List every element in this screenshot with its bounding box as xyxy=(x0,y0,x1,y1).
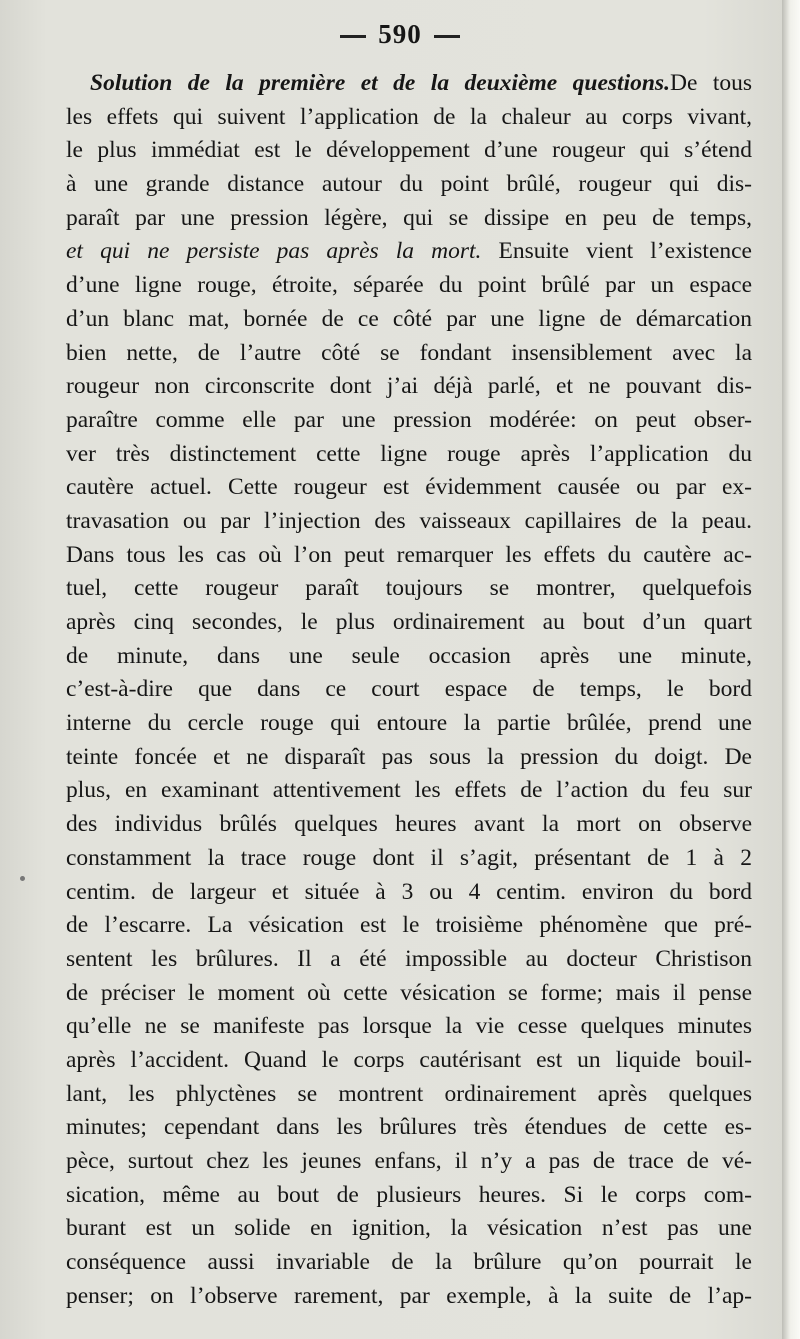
text-segment: pèce, surtout chez les jeunes enfans, il n’y a pas de trace de vé- xyxy=(66,1148,752,1174)
text-segment: penser; on l’observe rarement, par exemple, à la suite de l’ap- xyxy=(66,1282,752,1309)
text-segment: Dans tous les cas où l’on peut remarquer les effets du cautère ac- xyxy=(66,541,752,568)
text-segment: après l’accident. Quand le corps cautérisant est un liquide bouil- xyxy=(66,1046,752,1073)
text-segment: tuel, cette rougeur paraît toujours se montrer, quelquefois xyxy=(66,575,752,602)
text-segment: sentent les brûlures. Il a été impossible au docteur Christison xyxy=(66,945,752,972)
text-segment: ver très distinctement cette ligne rouge après l’application du xyxy=(66,440,752,467)
text-line xyxy=(66,202,752,236)
text-segment: paraître comme elle par une pression modérée: on peut obser- xyxy=(66,406,752,433)
scan-speck xyxy=(20,876,25,881)
text-line xyxy=(66,438,752,472)
text-line xyxy=(66,808,752,842)
body-text xyxy=(66,67,752,1313)
text-line xyxy=(66,168,752,202)
text-segment: bien nette, de l’autre côté se fondant insensiblement avec la xyxy=(66,339,752,366)
text-segment: de l’escarre. La vésication est le troisième phénomène que pré- xyxy=(66,912,752,939)
text-segment: cautère actuel. Cette rougeur est évidemment causée ou par ex- xyxy=(66,474,752,501)
text-line xyxy=(66,876,752,910)
text-segment: à une grande distance autour du point brûlé, rougeur qui dis- xyxy=(66,171,752,198)
text-segment: burant est un solide en ignition, la vésication n’est pas une xyxy=(66,1215,752,1242)
text-line xyxy=(66,67,752,101)
text-segment: Ensuite vient l’existence xyxy=(481,238,752,265)
text-segment: plus, en examinant attentivement les effets de l’action du feu sur xyxy=(66,777,752,804)
text-segment: minutes; cependant dans les brûlures très étendues de cette es- xyxy=(66,1114,752,1141)
text-line xyxy=(66,101,752,135)
text-segment: paraît par une pression légère, qui se dissipe en peu de temps, xyxy=(66,204,752,231)
text-line xyxy=(66,1145,752,1179)
text-line xyxy=(66,640,752,674)
text-line xyxy=(66,572,752,606)
page-edge xyxy=(782,0,800,1339)
text-segment: sication, même au bout de plusieurs heures. Si le corps com- xyxy=(66,1181,752,1208)
text-line xyxy=(66,370,752,404)
text-segment: lant, les phlyctènes se montrent ordinairement après quelques xyxy=(66,1080,752,1107)
dash-left xyxy=(340,35,366,38)
page-number xyxy=(0,14,800,54)
text-segment: teinte foncée et ne disparaît pas sous la pression du doigt. De xyxy=(66,743,752,770)
text-line xyxy=(66,977,752,1011)
text-line xyxy=(66,741,752,775)
text-line xyxy=(66,1044,752,1078)
text-segment: d’une ligne rouge, étroite, séparée du point brûlé par un espace xyxy=(66,272,752,299)
page-number-text: 590 xyxy=(378,19,422,49)
text-segment: rougeur non circonscrite dont j’ai déjà parlé, et ne pouvant dis- xyxy=(66,373,752,400)
text-line xyxy=(66,842,752,876)
text-segment: et qui ne persiste pas après la mort. xyxy=(66,238,482,265)
text-segment: de préciser le moment où cette vésication se forme; mais il pense xyxy=(66,979,752,1006)
text-segment: constamment la trace rouge dont il s’agit, présentant de 1 à 2 xyxy=(66,844,752,871)
text-line xyxy=(66,707,752,741)
text-segment: le plus immédiat est le développement d’une rougeur qui s’étend xyxy=(66,137,752,164)
text-line xyxy=(66,235,752,269)
text-line xyxy=(66,303,752,337)
text-line xyxy=(66,1078,752,1112)
text-line xyxy=(66,943,752,977)
text-segment: Solution de la première et de la deuxième questions. xyxy=(90,70,670,96)
text-line xyxy=(66,269,752,303)
text-line xyxy=(66,1212,752,1246)
text-line xyxy=(66,673,752,707)
text-segment: des individus brûlés quelques heures avant la mort on observe xyxy=(66,811,752,838)
text-segment: conséquence aussi invariable de la brûlure qu’on pourrait le xyxy=(66,1249,752,1276)
text-segment: les effets qui suivent l’application de la chaleur au corps vivant, xyxy=(66,103,752,130)
text-line xyxy=(66,909,752,943)
text-line xyxy=(66,539,752,573)
text-segment: d’un blanc mat, bornée de ce côté par une ligne de démarcation xyxy=(66,305,752,332)
text-line xyxy=(66,1010,752,1044)
text-segment: qu’elle ne se manifeste pas lorsque la vie cesse quelques minutes xyxy=(66,1013,752,1040)
text-segment: travasation ou par l’injection des vaisseaux capillaires de la peau. xyxy=(66,507,752,534)
text-segment: après cinq secondes, le plus ordinairement au bout d’un quart xyxy=(66,609,752,635)
text-segment: De tous xyxy=(669,70,753,96)
text-line xyxy=(66,471,752,505)
text-segment: interne du cercle rouge qui entoure la partie brûlée, prend une xyxy=(66,710,752,737)
text-line xyxy=(66,774,752,808)
text-line xyxy=(66,1280,752,1314)
text-line xyxy=(66,1179,752,1213)
text-line xyxy=(66,134,752,168)
text-segment: centim. de largeur et située à 3 ou 4 centim. environ du bord xyxy=(66,878,752,905)
text-line xyxy=(66,606,752,640)
text-line xyxy=(66,505,752,539)
text-line xyxy=(66,337,752,371)
text-segment: c’est-à-dire que dans ce court espace de temps, le bord xyxy=(66,676,752,703)
text-line xyxy=(66,1246,752,1280)
text-line xyxy=(66,1111,752,1145)
text-line xyxy=(66,404,752,438)
dash-right xyxy=(434,35,460,38)
text-segment: de minute, dans une seule occasion après une minute, xyxy=(66,642,752,669)
